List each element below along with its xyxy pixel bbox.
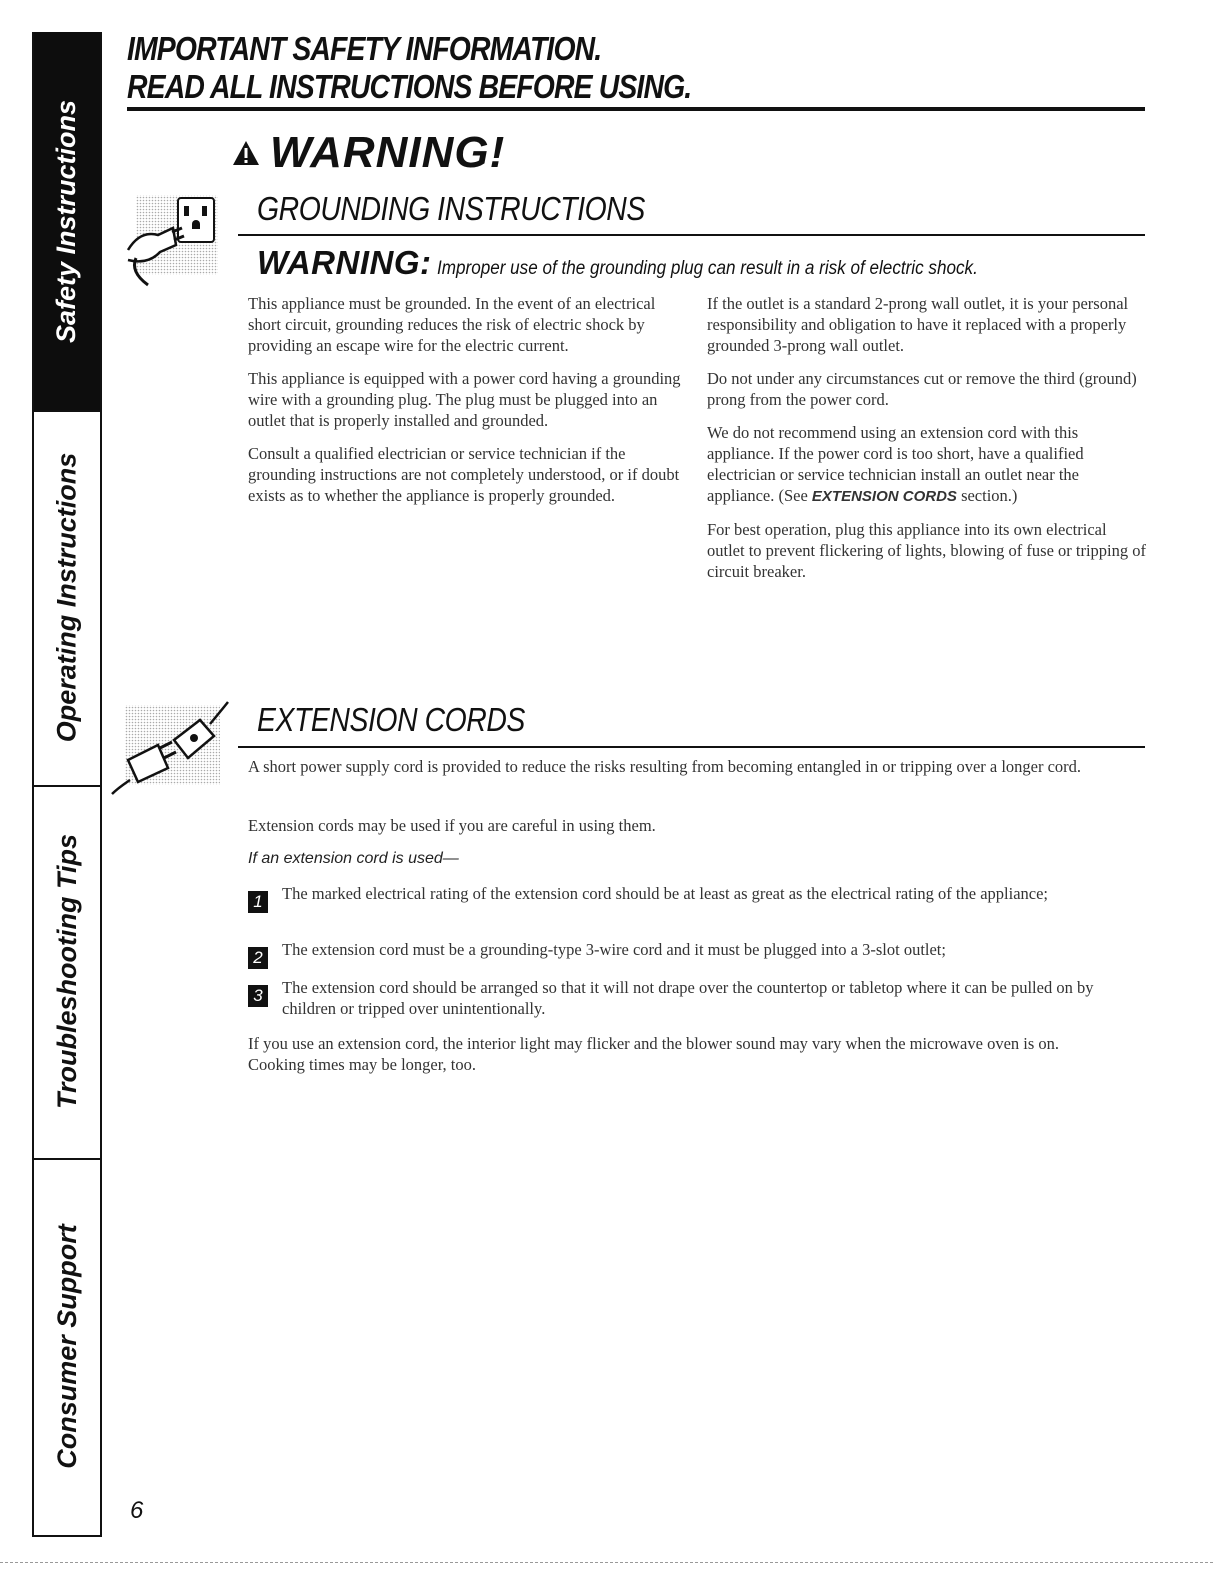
grounding-left-column bbox=[248, 293, 688, 518]
extension-usage-note: Extension cords may be used if you are careful in using them. bbox=[248, 816, 656, 835]
extension-cords-reference: EXTENSION CORDS bbox=[811, 488, 957, 505]
paragraph: This appliance must be grounded. In the event of an electrical short circuit, grounding reduces the risk of electric shock by providing an escape wire for the electric current. bbox=[248, 294, 656, 355]
grounding-warning bbox=[257, 244, 1038, 282]
warning-label: WARNING: bbox=[257, 244, 432, 281]
page-title-line2: READ ALL INSTRUCTIONS BEFORE USING. bbox=[127, 68, 692, 105]
list-number-1: 1 bbox=[248, 891, 268, 913]
tab-label: Consumer Support bbox=[51, 1224, 82, 1469]
extension-closing-note: If you use an extension cord, the interior light may flicker and the blower sound may vary when the microwave oven is on. Cooking times may be longer, too. bbox=[248, 1034, 1060, 1074]
warning-banner bbox=[232, 128, 505, 178]
grounding-divider bbox=[238, 234, 1145, 236]
page-number: 6 bbox=[130, 1497, 144, 1524]
paragraph bbox=[707, 422, 1147, 507]
list-item: The extension cord must be a grounding-type 3-wire cord and it must be plugged into a 3-slot outlet; bbox=[282, 940, 946, 959]
page-header bbox=[127, 30, 1145, 106]
grounded-plug-outlet-icon bbox=[118, 190, 228, 290]
extension-divider bbox=[238, 746, 1145, 748]
header-divider bbox=[127, 107, 1145, 111]
text: section.) bbox=[956, 486, 1018, 505]
list-number-2: 2 bbox=[248, 947, 268, 969]
grounding-right-column bbox=[707, 293, 1147, 594]
warning-text: Improper use of the grounding plug can result in a risk of electric shock. bbox=[437, 258, 979, 279]
text: We do not recommend using an extension cord with this appliance. If the power cord is too short, have a qualified electrician or service technician install an outlet near the appliance. (See bbox=[707, 423, 1084, 505]
page-edge-divider bbox=[0, 1562, 1213, 1563]
grounding-section-title: GROUNDING INSTRUCTIONS bbox=[257, 190, 645, 227]
paragraph: Do not under any circumstances cut or remove the third (ground) prong from the power cord. bbox=[707, 369, 1137, 409]
list-item: The extension cord should be arranged so that it will not drape over the countertop or tabletop where it can be pulled on by children or tripped over unintentionally. bbox=[282, 978, 1094, 1018]
page-title-line1: IMPORTANT SAFETY INFORMATION. bbox=[127, 30, 602, 67]
tab-label: Safety Instructions bbox=[51, 99, 82, 343]
paragraph: If the outlet is a standard 2-prong wall outlet, it is your personal responsibility and obligation to have it replaced with a properly grounded 3-prong wall outlet. bbox=[707, 294, 1129, 355]
paragraph: Consult a qualified electrician or service technician if the grounding instructions are not completely understood, or if doubt exists as to whether the appliance is properly grounded. bbox=[248, 444, 680, 505]
extension-cord-plug-icon bbox=[110, 700, 235, 795]
extension-section-title: EXTENSION CORDS bbox=[257, 701, 525, 738]
tab-safety-instructions[interactable] bbox=[34, 32, 100, 412]
warning-heading: WARNING! bbox=[270, 128, 506, 177]
tab-label: Troubleshooting Tips bbox=[51, 834, 82, 1109]
extension-intro: A short power supply cord is provided to reduce the risks resulting from becoming entangled in or tripping over a longer cord. bbox=[248, 757, 1082, 776]
extension-subhead: If an extension cord is used— bbox=[248, 850, 459, 867]
tab-consumer-support[interactable] bbox=[34, 1158, 100, 1535]
tab-troubleshooting-tips[interactable] bbox=[34, 785, 100, 1160]
tab-operating-instructions[interactable] bbox=[34, 410, 100, 787]
warning-triangle-icon bbox=[232, 139, 260, 167]
paragraph: For best operation, plug this appliance into its own electrical outlet to prevent flickering of lights, blowing of fuse or tripping of circuit breaker. bbox=[707, 520, 1146, 581]
paragraph: This appliance is equipped with a power cord having a grounding wire with a grounding plug. The plug must be plugged into an outlet that is properly installed and grounded. bbox=[248, 369, 681, 430]
list-item: The marked electrical rating of the extension cord should be at least as great as the electrical rating of the appliance; bbox=[282, 884, 1049, 903]
tab-label: Operating Instructions bbox=[51, 452, 82, 743]
section-sidebar bbox=[32, 32, 102, 1537]
list-number-3: 3 bbox=[248, 985, 268, 1007]
